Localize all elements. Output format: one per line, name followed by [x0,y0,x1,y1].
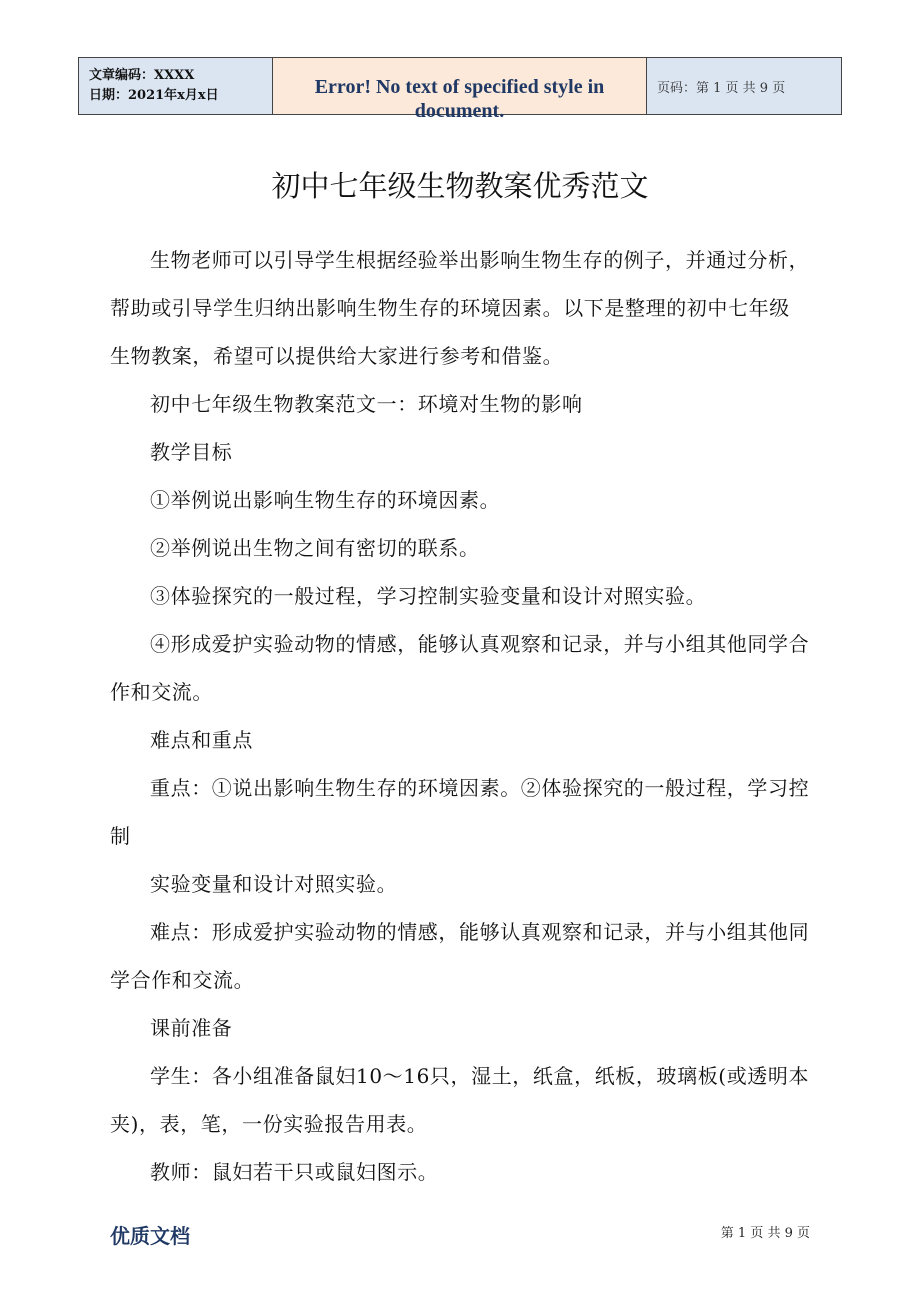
footer-page-info: 第 1 页 共 9 页 [720,1226,810,1241]
paragraph-goal-3: ③体验探究的一般过程，学习控制实验变量和设计对照实验。 [150,584,707,608]
paragraph-goal-1: ①举例说出影响生物生存的环境因素。 [150,488,501,512]
footer-brand: 优质文档 [110,1224,190,1248]
header-page-cell [647,58,841,114]
paragraph-difficulty: 难点：形成爱护实验动物的情感，能够认真观察和记录，并与小组其他同学合作和交流。 [110,920,810,992]
paragraph-key-points-cont: 实验变量和设计对照实验。 [150,872,398,896]
paragraph-student-prep: 学生：各小组准备鼠妇10～16只，湿土，纸盒，纸板，玻璃板(或透明本夹)，表，笔，一份实验报告用表。 [110,1064,810,1136]
document-header-table [78,57,842,122]
paragraph-prep-heading: 课前准备 [150,1016,233,1040]
header-meta-cell [79,58,273,114]
article-date: 日期：2021年x月x日 [89,88,219,103]
style-error-text: Error! No text of specified style in document. [314,76,605,122]
document-body [110,236,810,1196]
page-title: 初中七年级生物教案优秀范文 [271,169,649,203]
header-style-error-cell [273,58,647,122]
paragraph-goal-2: ②举例说出生物之间有密切的联系。 [150,536,480,560]
paragraph-teacher-prep: 教师：鼠妇若干只或鼠妇图示。 [150,1160,439,1184]
paragraph-key-points: 重点：①说出影响生物生存的环境因素。②体验探究的一般过程，学习控制 [110,776,810,848]
paragraph-goal-4: ④形成爱护实验动物的情感，能够认真观察和记录，并与小组其他同学合作和交流。 [110,632,810,704]
paragraph-section-heading: 初中七年级生物教案范文一：环境对生物的影响 [150,392,583,416]
paragraph-key-points-heading: 难点和重点 [150,728,253,752]
article-code: 文章编码：XXXX [89,68,195,83]
paragraph-intro: 生物老师可以引导学生根据经验举出影响生物生存的例子，并通过分析，帮助或引导学生归纳出影响生物生存的环境因素。以下是整理的初中七年级生物教案，希望可以提供给大家进行参考和借鉴。 [110,248,810,368]
paragraph-goals-heading: 教学目标 [150,440,233,464]
header-page-info: 页码：第 1 页 共 9 页 [657,80,786,96]
